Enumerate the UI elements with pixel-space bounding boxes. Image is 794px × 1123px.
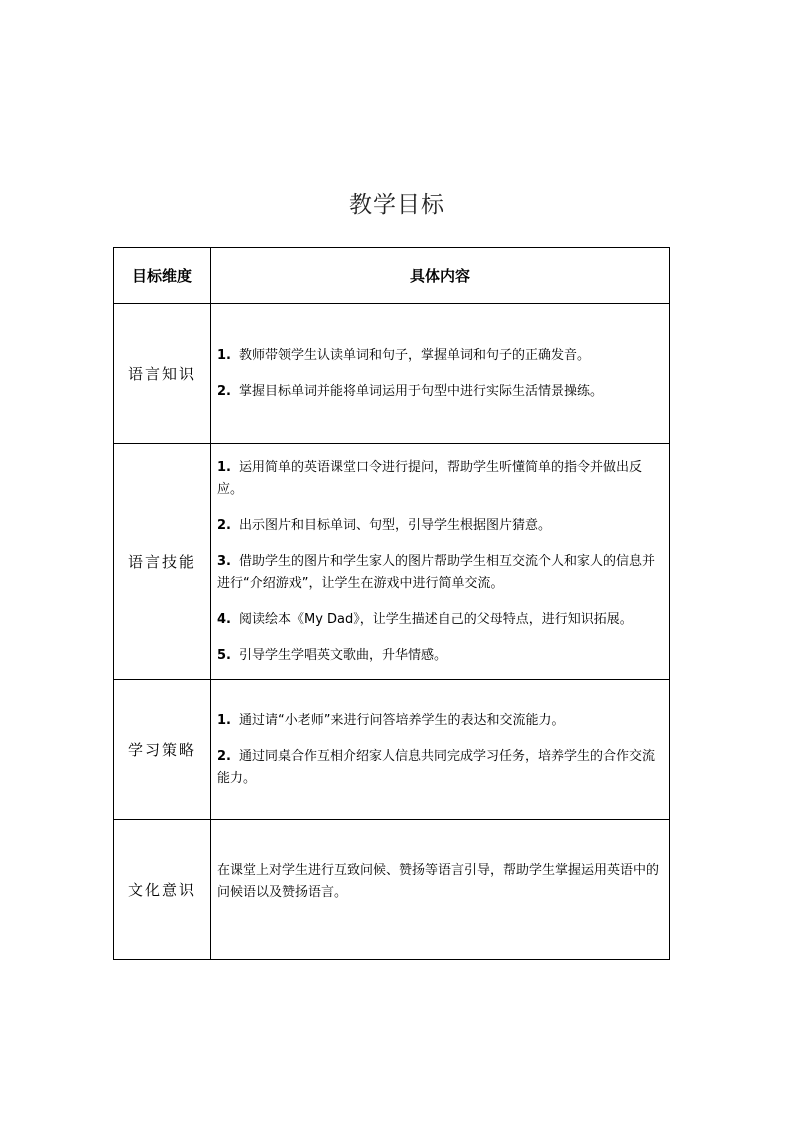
dimension-cell: 语言技能 <box>114 444 211 680</box>
paragraph-text: 在课堂上对学生进行互致问候、赞扬等语言引导，帮助学生掌握运用英语中的问候语以及赞扬语言。 <box>217 863 660 900</box>
item-text: 阅读绘本《My Dad》，让学生描述自己的父母特点，进行知识拓展。 <box>238 611 633 627</box>
content-cell <box>211 444 670 680</box>
header-content: 具体内容 <box>211 248 670 304</box>
item-text: 教师带领学生认读单词和句子，掌握单词和句子的正确发音。 <box>238 347 590 363</box>
item-text: 借助学生的图片和学生家人的图片帮助学生相互交流个人和家人的信息并进行“介绍游戏”，让学生在游戏中进行简单交流。 <box>217 553 655 591</box>
dimension-cell: 文化意识 <box>114 820 211 960</box>
content-cell <box>211 820 670 960</box>
content-cell <box>211 680 670 820</box>
document-title: 教学目标 <box>349 192 445 218</box>
item-text: 出示图片和目标单词、句型，引导学生根据图片猜意。 <box>238 517 551 533</box>
item-number: 4. <box>217 611 231 627</box>
item-text: 通过请“小老师”来进行问答培养学生的表达和交流能力。 <box>238 712 565 728</box>
item-text: 通过同桌合作互相介绍家人信息共同完成学习任务，培养学生的合作交流能力。 <box>217 748 655 786</box>
list-item <box>217 515 663 537</box>
list-item <box>217 645 663 667</box>
list-item <box>217 381 663 403</box>
item-number: 1. <box>217 347 231 363</box>
content-cell <box>211 304 670 444</box>
table-row <box>114 820 670 960</box>
item-number: 2. <box>217 383 231 399</box>
list-item <box>217 710 663 732</box>
item-text: 运用简单的英语课堂口令进行提问，帮助学生听懂简单的指令并做出反应。 <box>217 459 642 497</box>
teaching-goals-table <box>113 247 670 960</box>
item-number: 2. <box>217 517 231 533</box>
list-item <box>217 609 663 631</box>
item-text: 引导学生学唱英文歌曲，升华情感。 <box>238 647 447 663</box>
table-header-row <box>114 248 670 304</box>
item-number: 1. <box>217 459 231 475</box>
item-text: 掌握目标单词并能将单词运用于句型中进行实际生活情景操练。 <box>238 383 603 399</box>
table-row <box>114 304 670 444</box>
list-item <box>217 551 663 595</box>
table-row <box>114 444 670 680</box>
dimension-cell: 学习策略 <box>114 680 211 820</box>
item-number: 3. <box>217 553 231 569</box>
header-dimension: 目标维度 <box>114 248 211 304</box>
list-item <box>217 457 663 501</box>
table-row <box>114 680 670 820</box>
list-item <box>217 746 663 790</box>
list-item <box>217 345 663 367</box>
item-number: 5. <box>217 647 231 663</box>
dimension-cell: 语言知识 <box>114 304 211 444</box>
item-number: 2. <box>217 748 231 764</box>
item-number: 1. <box>217 712 231 728</box>
